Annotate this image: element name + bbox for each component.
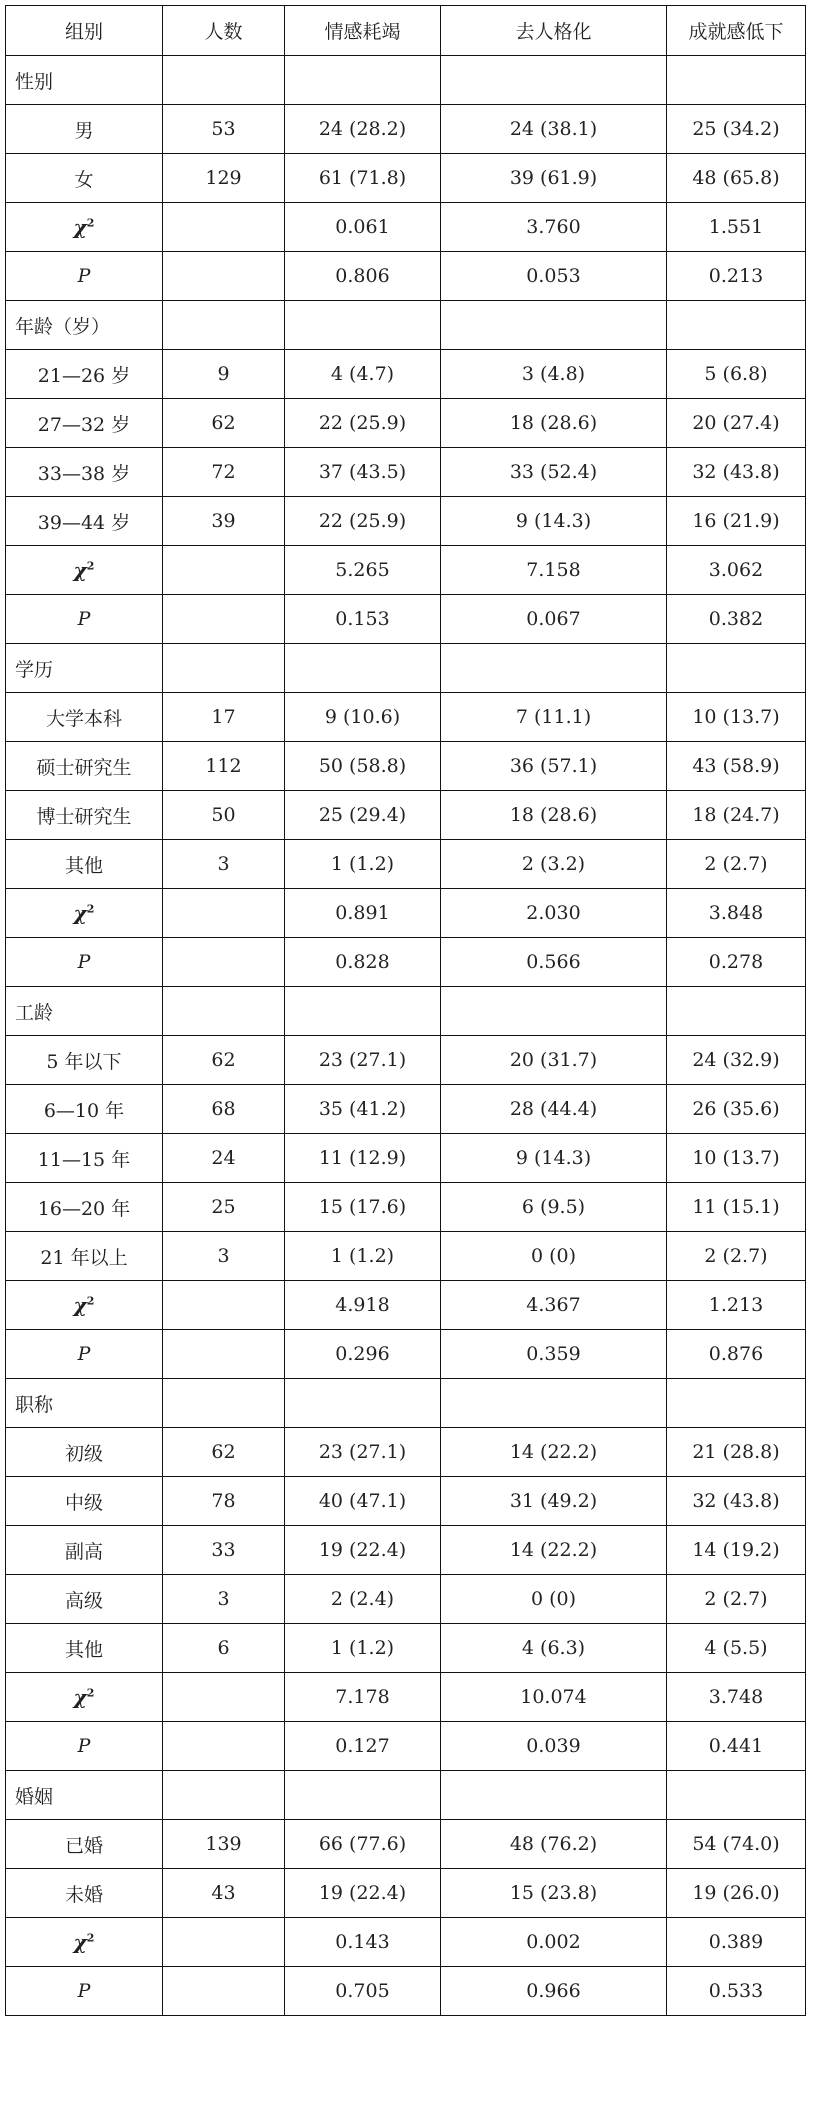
chi-square-row	[6, 203, 806, 252]
table-row	[6, 1036, 806, 1085]
empty-cell	[163, 252, 285, 301]
p-value-row	[6, 252, 806, 301]
depersonalization-cell: 28 (44.4)	[441, 1085, 667, 1134]
emotional-exhaustion-cell: 19 (22.4)	[285, 1526, 441, 1575]
count-cell: 129	[163, 154, 285, 203]
p-label: P	[6, 252, 163, 301]
empty-cell	[163, 938, 285, 987]
row-label: 硕士研究生	[6, 742, 163, 791]
p-value-ra: 0.278	[667, 938, 806, 987]
table-row	[6, 154, 806, 203]
count-cell: 62	[163, 1428, 285, 1477]
chi-square-row	[6, 1281, 806, 1330]
row-label: 中级	[6, 1477, 163, 1526]
empty-cell	[163, 56, 285, 105]
table-row	[6, 1183, 806, 1232]
row-label: 其他	[6, 840, 163, 889]
depersonalization-cell: 3 (4.8)	[441, 350, 667, 399]
row-label: 大学本科	[6, 693, 163, 742]
p-value-ee: 0.828	[285, 938, 441, 987]
reduced-accomplishment-cell: 20 (27.4)	[667, 399, 806, 448]
depersonalization-cell: 20 (31.7)	[441, 1036, 667, 1085]
reduced-accomplishment-cell: 43 (58.9)	[667, 742, 806, 791]
depersonalization-cell: 31 (49.2)	[441, 1477, 667, 1526]
emotional-exhaustion-cell: 37 (43.5)	[285, 448, 441, 497]
count-cell: 17	[163, 693, 285, 742]
emotional-exhaustion-cell: 23 (27.1)	[285, 1428, 441, 1477]
chi-symbol: χ	[73, 1930, 87, 1954]
count-cell: 9	[163, 350, 285, 399]
empty-cell	[163, 546, 285, 595]
depersonalization-cell: 48 (76.2)	[441, 1820, 667, 1869]
section-row	[6, 1379, 806, 1428]
p-label: P	[6, 938, 163, 987]
count-cell: 3	[163, 1575, 285, 1624]
row-label: 6—10 年	[6, 1085, 163, 1134]
table-row	[6, 1526, 806, 1575]
empty-cell	[667, 301, 806, 350]
section-row	[6, 301, 806, 350]
chi-symbol: χ	[73, 1685, 87, 1709]
p-value-ra: 0.533	[667, 1967, 806, 2016]
empty-cell	[667, 1771, 806, 1820]
reduced-accomplishment-cell: 4 (5.5)	[667, 1624, 806, 1673]
emotional-exhaustion-cell: 11 (12.9)	[285, 1134, 441, 1183]
table-row	[6, 1820, 806, 1869]
depersonalization-cell: 33 (52.4)	[441, 448, 667, 497]
chi-square-label	[6, 889, 163, 938]
p-value-ra: 0.441	[667, 1722, 806, 1771]
reduced-accomplishment-cell: 19 (26.0)	[667, 1869, 806, 1918]
table-row	[6, 840, 806, 889]
header-reduced-accomplishment: 成就感低下	[667, 6, 806, 56]
table-body	[6, 6, 806, 2016]
table-row	[6, 105, 806, 154]
empty-cell	[163, 1967, 285, 2016]
empty-cell	[163, 595, 285, 644]
row-label: 女	[6, 154, 163, 203]
reduced-accomplishment-cell: 11 (15.1)	[667, 1183, 806, 1232]
empty-cell	[163, 644, 285, 693]
empty-cell	[163, 1918, 285, 1967]
table-row	[6, 1428, 806, 1477]
row-label: 已婚	[6, 1820, 163, 1869]
empty-cell	[285, 301, 441, 350]
count-cell: 50	[163, 791, 285, 840]
row-label: 初级	[6, 1428, 163, 1477]
count-cell: 139	[163, 1820, 285, 1869]
reduced-accomplishment-cell: 10 (13.7)	[667, 693, 806, 742]
reduced-accomplishment-cell: 26 (35.6)	[667, 1085, 806, 1134]
chi-square-dp: 10.074	[441, 1673, 667, 1722]
count-cell: 33	[163, 1526, 285, 1575]
emotional-exhaustion-cell: 1 (1.2)	[285, 840, 441, 889]
chi-square-row	[6, 889, 806, 938]
empty-cell	[285, 1771, 441, 1820]
depersonalization-cell: 14 (22.2)	[441, 1428, 667, 1477]
p-value-dp: 0.067	[441, 595, 667, 644]
p-label: P	[6, 1722, 163, 1771]
header-count: 人数	[163, 6, 285, 56]
section-title: 婚姻	[6, 1771, 163, 1820]
chi-symbol: χ	[73, 901, 87, 925]
reduced-accomplishment-cell: 21 (28.8)	[667, 1428, 806, 1477]
header-group: 组别	[6, 6, 163, 56]
emotional-exhaustion-cell: 35 (41.2)	[285, 1085, 441, 1134]
table-row	[6, 1232, 806, 1281]
table-row	[6, 1477, 806, 1526]
table-row	[6, 791, 806, 840]
empty-cell	[441, 987, 667, 1036]
empty-cell	[441, 301, 667, 350]
depersonalization-cell: 6 (9.5)	[441, 1183, 667, 1232]
emotional-exhaustion-cell: 22 (25.9)	[285, 399, 441, 448]
emotional-exhaustion-cell: 22 (25.9)	[285, 497, 441, 546]
reduced-accomplishment-cell: 2 (2.7)	[667, 1575, 806, 1624]
chi-symbol: χ	[73, 558, 87, 582]
empty-cell	[163, 987, 285, 1036]
table-row	[6, 1575, 806, 1624]
empty-cell	[441, 56, 667, 105]
chi-square-dp: 3.760	[441, 203, 667, 252]
chi-square-dp: 7.158	[441, 546, 667, 595]
chi-square-ra: 0.389	[667, 1918, 806, 1967]
p-value-row	[6, 1330, 806, 1379]
chi-superscript: 2	[86, 902, 95, 916]
p-label: P	[6, 1967, 163, 2016]
chi-square-ra: 1.213	[667, 1281, 806, 1330]
table-row	[6, 693, 806, 742]
emotional-exhaustion-cell: 25 (29.4)	[285, 791, 441, 840]
chi-square-ra: 3.848	[667, 889, 806, 938]
count-cell: 53	[163, 105, 285, 154]
burnout-table	[5, 5, 806, 2016]
chi-square-ee: 0.143	[285, 1918, 441, 1967]
empty-cell	[163, 1281, 285, 1330]
table-row	[6, 1134, 806, 1183]
depersonalization-cell: 36 (57.1)	[441, 742, 667, 791]
depersonalization-cell: 15 (23.8)	[441, 1869, 667, 1918]
depersonalization-cell: 18 (28.6)	[441, 399, 667, 448]
p-value-dp: 0.053	[441, 252, 667, 301]
p-label: P	[6, 595, 163, 644]
chi-square-ra: 1.551	[667, 203, 806, 252]
count-cell: 43	[163, 1869, 285, 1918]
p-label: P	[6, 1330, 163, 1379]
section-title: 年龄（岁）	[6, 301, 163, 350]
emotional-exhaustion-cell: 2 (2.4)	[285, 1575, 441, 1624]
emotional-exhaustion-cell: 23 (27.1)	[285, 1036, 441, 1085]
count-cell: 39	[163, 497, 285, 546]
chi-square-ee: 4.918	[285, 1281, 441, 1330]
row-label: 副高	[6, 1526, 163, 1575]
emotional-exhaustion-cell: 15 (17.6)	[285, 1183, 441, 1232]
section-row	[6, 644, 806, 693]
p-value-dp: 0.359	[441, 1330, 667, 1379]
reduced-accomplishment-cell: 2 (2.7)	[667, 1232, 806, 1281]
empty-cell	[163, 1330, 285, 1379]
p-value-dp: 0.966	[441, 1967, 667, 2016]
row-label: 5 年以下	[6, 1036, 163, 1085]
table-row	[6, 497, 806, 546]
depersonalization-cell: 18 (28.6)	[441, 791, 667, 840]
table-row	[6, 399, 806, 448]
empty-cell	[163, 1673, 285, 1722]
count-cell: 62	[163, 399, 285, 448]
count-cell: 25	[163, 1183, 285, 1232]
count-cell: 62	[163, 1036, 285, 1085]
chi-square-ra: 3.748	[667, 1673, 806, 1722]
table-row	[6, 742, 806, 791]
reduced-accomplishment-cell: 5 (6.8)	[667, 350, 806, 399]
depersonalization-cell: 0 (0)	[441, 1232, 667, 1281]
emotional-exhaustion-cell: 24 (28.2)	[285, 105, 441, 154]
count-cell: 72	[163, 448, 285, 497]
empty-cell	[285, 1379, 441, 1428]
row-label: 16—20 年	[6, 1183, 163, 1232]
emotional-exhaustion-cell: 66 (77.6)	[285, 1820, 441, 1869]
emotional-exhaustion-cell: 1 (1.2)	[285, 1232, 441, 1281]
chi-superscript: 2	[86, 1686, 95, 1700]
row-label: 27—32 岁	[6, 399, 163, 448]
row-label: 未婚	[6, 1869, 163, 1918]
row-label: 39—44 岁	[6, 497, 163, 546]
p-value-ee: 0.127	[285, 1722, 441, 1771]
chi-square-label	[6, 1918, 163, 1967]
empty-cell	[285, 644, 441, 693]
reduced-accomplishment-cell: 48 (65.8)	[667, 154, 806, 203]
chi-square-dp: 0.002	[441, 1918, 667, 1967]
emotional-exhaustion-cell: 50 (58.8)	[285, 742, 441, 791]
empty-cell	[441, 1379, 667, 1428]
section-row	[6, 56, 806, 105]
emotional-exhaustion-cell: 40 (47.1)	[285, 1477, 441, 1526]
empty-cell	[667, 987, 806, 1036]
empty-cell	[667, 56, 806, 105]
depersonalization-cell: 7 (11.1)	[441, 693, 667, 742]
count-cell: 6	[163, 1624, 285, 1673]
p-value-dp: 0.039	[441, 1722, 667, 1771]
chi-symbol: χ	[73, 1293, 87, 1317]
chi-square-row	[6, 1673, 806, 1722]
empty-cell	[163, 301, 285, 350]
p-value-ra: 0.382	[667, 595, 806, 644]
chi-square-label	[6, 1673, 163, 1722]
section-row	[6, 987, 806, 1036]
empty-cell	[285, 987, 441, 1036]
section-title: 工龄	[6, 987, 163, 1036]
count-cell: 68	[163, 1085, 285, 1134]
row-label: 博士研究生	[6, 791, 163, 840]
chi-square-row	[6, 546, 806, 595]
chi-superscript: 2	[86, 1931, 95, 1945]
depersonalization-cell: 9 (14.3)	[441, 497, 667, 546]
count-cell: 3	[163, 1232, 285, 1281]
chi-square-ee: 0.061	[285, 203, 441, 252]
p-value-row	[6, 1722, 806, 1771]
chi-square-label	[6, 203, 163, 252]
p-value-ee: 0.806	[285, 252, 441, 301]
table-row	[6, 1624, 806, 1673]
depersonalization-cell: 2 (3.2)	[441, 840, 667, 889]
row-label: 33—38 岁	[6, 448, 163, 497]
section-title: 职称	[6, 1379, 163, 1428]
p-value-ra: 0.213	[667, 252, 806, 301]
empty-cell	[441, 644, 667, 693]
p-value-ee: 0.153	[285, 595, 441, 644]
row-label: 男	[6, 105, 163, 154]
count-cell: 78	[163, 1477, 285, 1526]
empty-cell	[163, 203, 285, 252]
p-value-ee: 0.296	[285, 1330, 441, 1379]
header-depersonalization: 去人格化	[441, 6, 667, 56]
chi-square-ee: 7.178	[285, 1673, 441, 1722]
emotional-exhaustion-cell: 61 (71.8)	[285, 154, 441, 203]
empty-cell	[441, 1771, 667, 1820]
reduced-accomplishment-cell: 54 (74.0)	[667, 1820, 806, 1869]
empty-cell	[163, 1771, 285, 1820]
p-value-row	[6, 938, 806, 987]
depersonalization-cell: 39 (61.9)	[441, 154, 667, 203]
chi-symbol: χ	[73, 215, 87, 239]
count-cell: 112	[163, 742, 285, 791]
header-row	[6, 6, 806, 56]
chi-square-ra: 3.062	[667, 546, 806, 595]
count-cell: 3	[163, 840, 285, 889]
reduced-accomplishment-cell: 32 (43.8)	[667, 448, 806, 497]
emotional-exhaustion-cell: 9 (10.6)	[285, 693, 441, 742]
p-value-dp: 0.566	[441, 938, 667, 987]
row-label: 11—15 年	[6, 1134, 163, 1183]
p-value-row	[6, 595, 806, 644]
table-row	[6, 448, 806, 497]
chi-square-label	[6, 1281, 163, 1330]
depersonalization-cell: 14 (22.2)	[441, 1526, 667, 1575]
emotional-exhaustion-cell: 4 (4.7)	[285, 350, 441, 399]
depersonalization-cell: 24 (38.1)	[441, 105, 667, 154]
row-label: 其他	[6, 1624, 163, 1673]
depersonalization-cell: 0 (0)	[441, 1575, 667, 1624]
empty-cell	[285, 56, 441, 105]
empty-cell	[667, 644, 806, 693]
reduced-accomplishment-cell: 24 (32.9)	[667, 1036, 806, 1085]
empty-cell	[163, 1722, 285, 1771]
chi-superscript: 2	[86, 559, 95, 573]
p-value-row	[6, 1967, 806, 2016]
depersonalization-cell: 9 (14.3)	[441, 1134, 667, 1183]
row-label: 21—26 岁	[6, 350, 163, 399]
row-label: 21 年以上	[6, 1232, 163, 1281]
chi-square-label	[6, 546, 163, 595]
table-row	[6, 350, 806, 399]
emotional-exhaustion-cell: 1 (1.2)	[285, 1624, 441, 1673]
empty-cell	[163, 889, 285, 938]
empty-cell	[163, 1379, 285, 1428]
empty-cell	[667, 1379, 806, 1428]
count-cell: 24	[163, 1134, 285, 1183]
reduced-accomplishment-cell: 16 (21.9)	[667, 497, 806, 546]
emotional-exhaustion-cell: 19 (22.4)	[285, 1869, 441, 1918]
reduced-accomplishment-cell: 14 (19.2)	[667, 1526, 806, 1575]
p-value-ee: 0.705	[285, 1967, 441, 2016]
chi-superscript: 2	[86, 216, 95, 230]
chi-superscript: 2	[86, 1294, 95, 1308]
chi-square-row	[6, 1918, 806, 1967]
reduced-accomplishment-cell: 2 (2.7)	[667, 840, 806, 889]
section-title: 性别	[6, 56, 163, 105]
p-value-ra: 0.876	[667, 1330, 806, 1379]
table-row	[6, 1085, 806, 1134]
table-row	[6, 1869, 806, 1918]
reduced-accomplishment-cell: 32 (43.8)	[667, 1477, 806, 1526]
section-row	[6, 1771, 806, 1820]
section-title: 学历	[6, 644, 163, 693]
reduced-accomplishment-cell: 25 (34.2)	[667, 105, 806, 154]
reduced-accomplishment-cell: 18 (24.7)	[667, 791, 806, 840]
chi-square-dp: 4.367	[441, 1281, 667, 1330]
reduced-accomplishment-cell: 10 (13.7)	[667, 1134, 806, 1183]
chi-square-ee: 0.891	[285, 889, 441, 938]
depersonalization-cell: 4 (6.3)	[441, 1624, 667, 1673]
chi-square-ee: 5.265	[285, 546, 441, 595]
row-label: 高级	[6, 1575, 163, 1624]
header-emotional-exhaustion: 情感耗竭	[285, 6, 441, 56]
chi-square-dp: 2.030	[441, 889, 667, 938]
